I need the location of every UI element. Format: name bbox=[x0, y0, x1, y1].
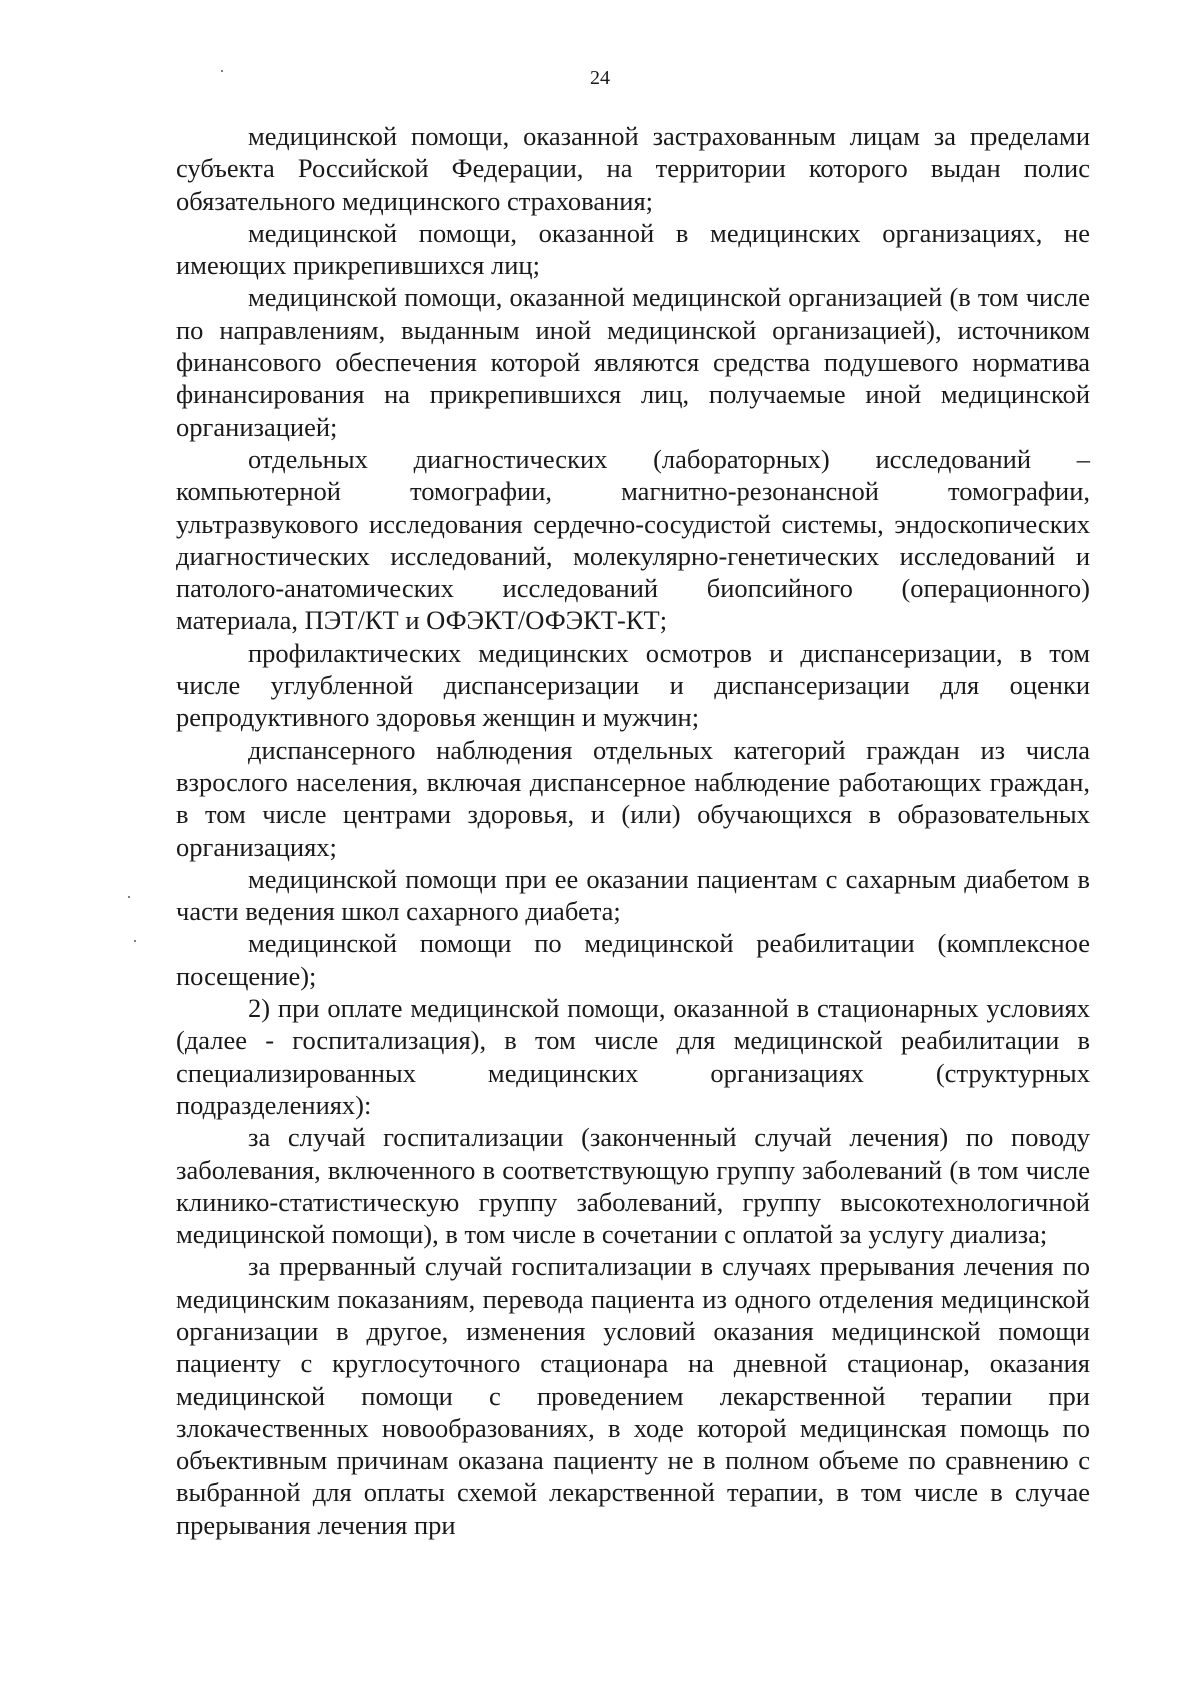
scan-speck bbox=[128, 896, 130, 898]
paragraph-5: профилактических медицинских осмотров и диспансеризации, в том числе углубленной диспансеризации и диспансеризации для оценки репродуктивного здоровья женщин и мужчин; bbox=[176, 637, 1090, 733]
paragraph-2: медицинской помощи, оказанной в медицинских организациях, не имеющих прикрепившихся лиц; bbox=[176, 217, 1090, 281]
scan-speck bbox=[221, 70, 223, 72]
paragraph-10: за случай госпитализации (законченный случай лечения) по поводу заболевания, включенного в соответствующую группу заболеваний (в том числе клинико-статистическую группу заболеваний, группу высокотехнологичной медицинской помощи), в том числе в сочетании с оплатой за услугу диализа; bbox=[176, 1122, 1090, 1250]
paragraph-11: за прерванный случай госпитализации в случаях прерывания лечения по медицинским показаниям, перевода пациента из одного отделения медицинской организации в другое, изменения условий оказания медицинской помощи пациенту с круглосуточного стационара на дневной стационар, оказания медицинской помощи с проведением лекарственной терапии при злокачественных новообразованиях, в ходе которой медицинская помощь по объективным причинам оказана пациенту не в полном объеме по сравнению с выбранной для оплаты схемой лекарственной терапии, в том числе в случае прерывания лечения при bbox=[176, 1251, 1090, 1540]
paragraph-8: медицинской помощи по медицинской реабилитации (комплексное посещение); bbox=[176, 928, 1090, 991]
paragraph-9: 2) при оплате медицинской помощи, оказанной в стационарных условиях (далее - госпитализация), в том числе для медицинской реабилитации в специализированных медицинских организациях (структурных подразделениях): bbox=[176, 993, 1090, 1120]
paragraph-7: медицинской помощи при ее оказании пациентам с сахарным диабетом в части ведения школ сахарного диабета; bbox=[176, 863, 1090, 927]
scan-speck bbox=[134, 940, 136, 942]
paragraph-4: отдельных диагностических (лабораторных) исследований – компьютерной томографии, магнитно-резонансной томографии, ультразвукового исследования сердечно-сосудистой системы, эндоскопических диагностических исследований, молекулярно-генетических исследований и патолого-анатомических исследований биопсийного (операционного) материала, ПЭТ/КТ и ОФЭКТ/ОФЭКТ-КТ; bbox=[176, 443, 1090, 636]
paragraph-6: диспансерного наблюдения отдельных категорий граждан из числа взрослого населения, включая диспансерное наблюдение работающих граждан, в том числе центрами здоровья, и (или) обучающихся в образовательных организациях; bbox=[176, 734, 1090, 862]
page-number: 24 bbox=[590, 67, 610, 89]
text-body bbox=[176, 120, 1090, 1541]
paragraph-3: медицинской помощи, оказанной медицинской организацией (в том числе по направлениям, выданным иной медицинской организацией), источником финансового обеспечения которой являются средства подушевого норматива финансирования на прикрепившихся лиц, получаемые иной медицинской организацией; bbox=[176, 282, 1090, 442]
paragraph-1: медицинской помощи, оказанной застрахованным лицам за пределами субъекта Российской Федерации, на территории которого выдан полис обязательного медицинского страхования; bbox=[176, 121, 1090, 216]
